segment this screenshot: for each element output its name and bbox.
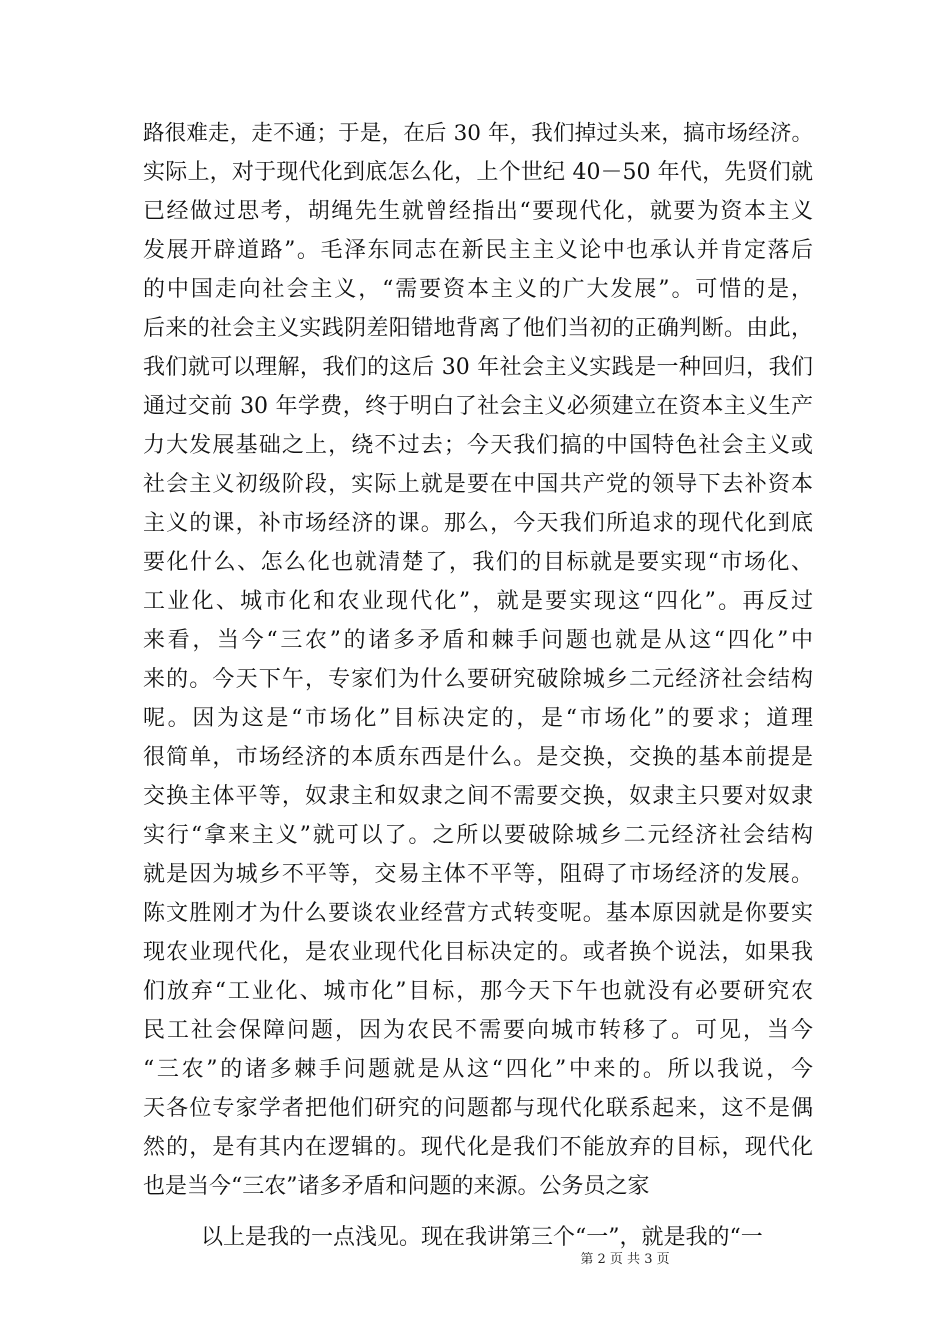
text-line: 社会主义初级阶段，实际上就是要在中国共产党的领导下去补资本 [143, 472, 813, 497]
text-line: 来看，当今“三农”的诸多矛盾和棘手问题也就是从这“四化”中 [143, 628, 813, 653]
text-line: 们放弃“工业化、城市化”目标，那今天下午也就没有必要研究农 [143, 979, 813, 1004]
text-line: 天各位专家学者把他们研究的问题都与现代化联系起来，这不是偶 [143, 1096, 813, 1121]
text-line: 来的。今天下午，专家们为什么要研究破除城乡二元经济社会结构 [143, 667, 813, 692]
text-line: 很简单，市场经济的本质东西是什么。是交换，交换的基本前提是 [143, 745, 813, 770]
text-line: 后来的社会主义实践阴差阳错地背离了他们当初的正确判断。由此， [143, 316, 813, 341]
text-line: 主义的课，补市场经济的课。那么，今天我们所追求的现代化到底 [143, 511, 813, 536]
text-line: 已经做过思考，胡绳先生就曾经指出“要现代化，就要为资本主义 [143, 199, 813, 224]
text-line: 实际上，对于现代化到底怎么化，上个世纪 40－50 年代，先贤们就 [143, 160, 813, 185]
text-line: 也是当今“三农”诸多矛盾和问题的来源。公务员之家 [143, 1174, 650, 1199]
text-line: 我们就可以理解，我们的这后 30 年社会主义实践是一种回归，我们 [143, 355, 813, 380]
text-line: 现农业现代化，是农业现代化目标决定的。或者换个说法，如果我 [143, 940, 813, 965]
page-number: 第 2 页 共 3 页 [580, 1252, 670, 1267]
paragraph-gap [143, 1206, 813, 1218]
text-line: 交换主体平等，奴隶主和奴隶之间不需要交换，奴隶主只要对奴隶 [143, 784, 813, 809]
text-line: 呢。因为这是“市场化”目标决定的，是“市场化”的要求；道理 [143, 706, 813, 731]
text-line: 路很难走，走不通；于是，在后 30 年，我们掉过头来，搞市场经济。 [143, 121, 813, 146]
paragraph-1 [143, 114, 813, 1206]
text-line: 通过交前 30 年学费，终于明白了社会主义必须建立在资本主义生产 [143, 394, 813, 419]
text-line: 陈文胜刚才为什么要谈农业经营方式转变呢。基本原因就是你要实 [143, 901, 813, 926]
text-line: 力大发展基础之上，绕不过去；今天我们搞的中国特色社会主义或 [143, 433, 813, 458]
text-line: 工业化、城市化和农业现代化”，就是要实现这“四化”。再反过 [143, 589, 813, 614]
text-line: 然的，是有其内在逻辑的。现代化是我们不能放弃的目标，现代化 [143, 1135, 813, 1160]
text-line: 要化什么、怎么化也就清楚了，我们的目标就是要实现“市场化、 [143, 550, 813, 575]
text-line: 就是因为城乡不平等，交易主体不平等，阻碍了市场经济的发展。 [143, 862, 813, 887]
text-line: 民工社会保障问题，因为农民不需要向城市转移了。可见，当今 [143, 1018, 813, 1043]
text-line: 以上是我的一点浅见。现在我讲第三个“一”，就是我的“一 [201, 1225, 763, 1250]
text-line: “三农”的诸多棘手问题就是从这“四化”中来的。所以我说，今 [143, 1057, 813, 1082]
text-line: 发展开辟道路”。毛泽东同志在新民主主义论中也承认并肯定落后 [143, 238, 813, 263]
text-line: 的中国走向社会主义，“需要资本主义的广大发展”。可惜的是， [143, 277, 813, 302]
text-line: 实行“拿来主义”就可以了。之所以要破除城乡二元经济社会结构 [143, 823, 813, 848]
body-text [143, 114, 813, 1257]
